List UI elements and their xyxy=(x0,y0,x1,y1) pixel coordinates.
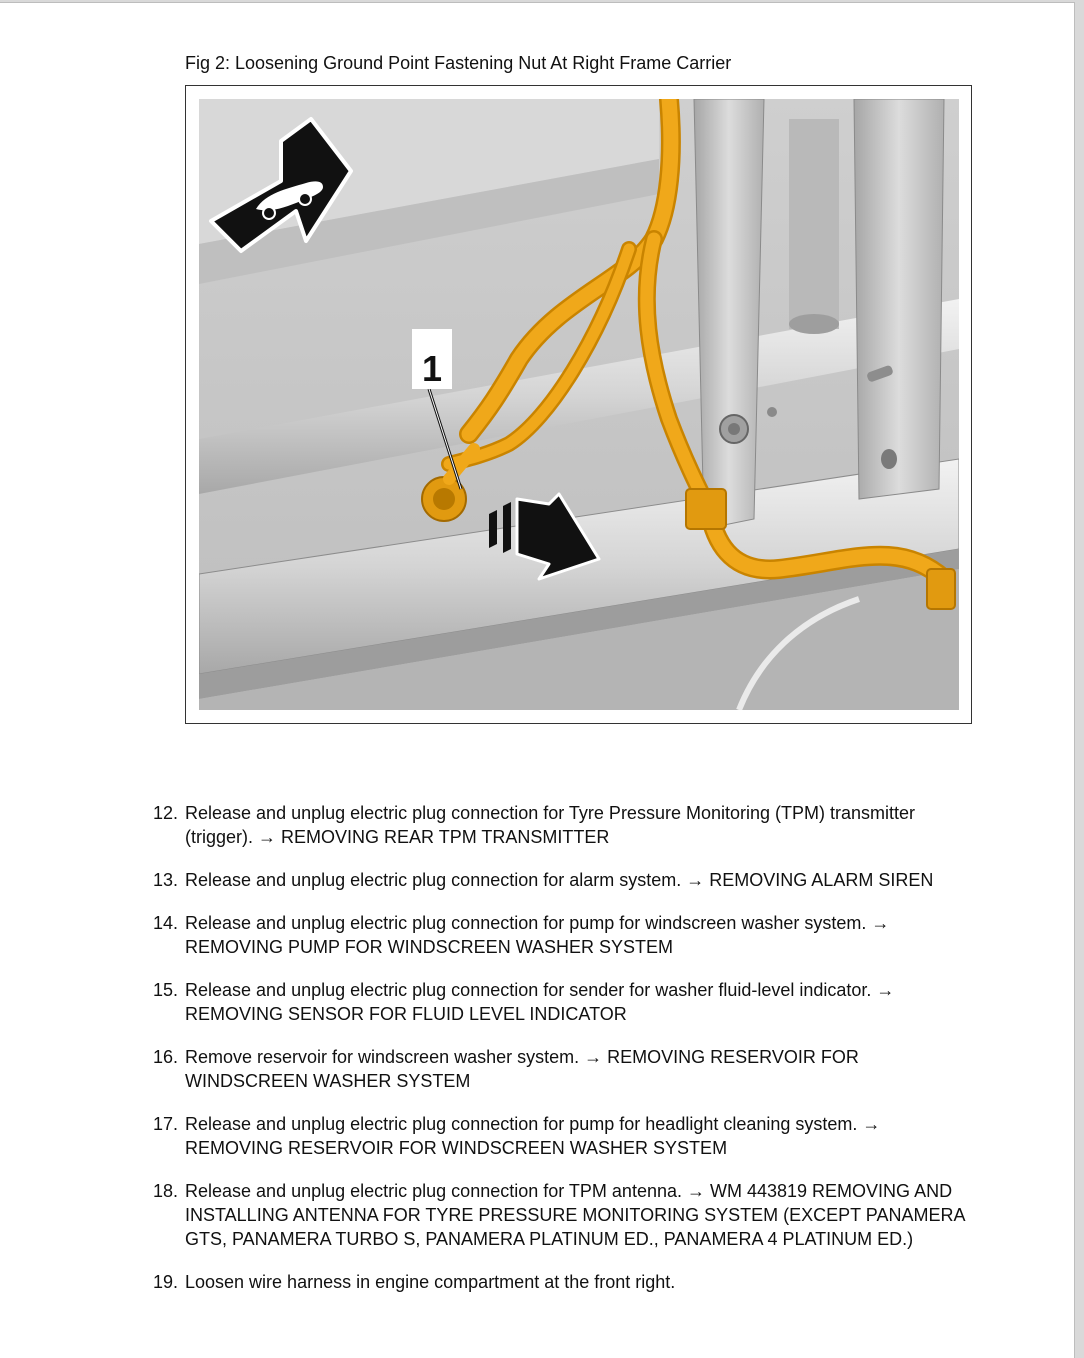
step-item-14 xyxy=(153,911,983,959)
step-reference-link[interactable]: → REMOVING ALARM SIREN xyxy=(686,870,934,890)
step-text: Release and unplug electric plug connection for Tyre Pressure Monitoring (TPM) transmitter (trigger). xyxy=(185,803,916,847)
harness-clip xyxy=(686,489,726,529)
vertical-bracket-left xyxy=(694,99,764,529)
step-reference-link[interactable]: → REMOVING RESERVOIR FOR WINDSCREEN WASHER SYSTEM xyxy=(185,1114,881,1158)
harness-end-clip xyxy=(927,569,955,609)
step-reference-link[interactable]: → REMOVING PUMP FOR WINDSCREEN WASHER SYSTEM xyxy=(185,913,890,957)
step-item-16 xyxy=(153,1045,983,1093)
step-number: 15. xyxy=(153,980,179,1000)
figure-caption: Fig 2: Loosening Ground Point Fastening Nut At Right Frame Carrier xyxy=(185,53,732,73)
step-item-17 xyxy=(153,1112,983,1160)
step-item-18 xyxy=(153,1179,983,1251)
step-text: Release and unplug electric plug connection for pump for windscreen washer system. xyxy=(185,913,872,933)
step-text: Remove reservoir for windscreen washer system. xyxy=(185,1047,585,1067)
step-reference-link[interactable]: → WM 443819 REMOVING AND INSTALLING ANTENNA FOR TYRE PRESSURE MONITORING SYSTEM (EXCEPT PANAMERA GTS, PANAMERA TURBO S, PANAMERA PLATINUM ED., PANAMERA 4 PLATINUM ED.) xyxy=(185,1181,965,1249)
vertical-bracket-right xyxy=(854,99,944,499)
step-number: 16. xyxy=(153,1047,179,1067)
cylinder-body xyxy=(789,119,839,329)
step-text: Loosen wire harness in engine compartment at the front right. xyxy=(185,1272,676,1292)
step-item-12 xyxy=(153,801,983,849)
procedure-steps xyxy=(153,801,983,1313)
step-number: 13. xyxy=(153,870,179,890)
step-number: 17. xyxy=(153,1114,179,1134)
document-page xyxy=(0,2,1075,1358)
step-text: Release and unplug electric plug connection for sender for washer fluid-level indicator. xyxy=(185,980,877,1000)
step-reference-link[interactable]: → REMOVING RESERVOIR FOR WINDSCREEN WASHER SYSTEM xyxy=(185,1047,859,1091)
step-text: Release and unplug electric plug connection for pump for headlight cleaning system. xyxy=(185,1114,863,1134)
step-number: 19. xyxy=(153,1272,179,1292)
step-text: Release and unplug electric plug connection for alarm system. xyxy=(185,870,687,890)
step-text: Release and unplug electric plug connection for TPM antenna. xyxy=(185,1181,687,1201)
cylinder-end xyxy=(789,314,839,334)
step-number: 14. xyxy=(153,913,179,933)
step-number: 12. xyxy=(153,803,179,823)
step-reference-link[interactable]: → REMOVING REAR TPM TRANSMITTER xyxy=(258,827,610,847)
step-reference-link[interactable]: → REMOVING SENSOR FOR FLUID LEVEL INDICATOR xyxy=(185,980,895,1024)
figure-frame xyxy=(185,85,972,724)
step-item-13 xyxy=(153,868,983,892)
bracket-hole xyxy=(881,449,897,469)
step-item-19 xyxy=(153,1270,983,1294)
ground-point-illustration xyxy=(199,99,959,710)
callout-label: 1 xyxy=(421,348,443,389)
step-number: 18. xyxy=(153,1181,179,1201)
step-item-15 xyxy=(153,978,983,1026)
